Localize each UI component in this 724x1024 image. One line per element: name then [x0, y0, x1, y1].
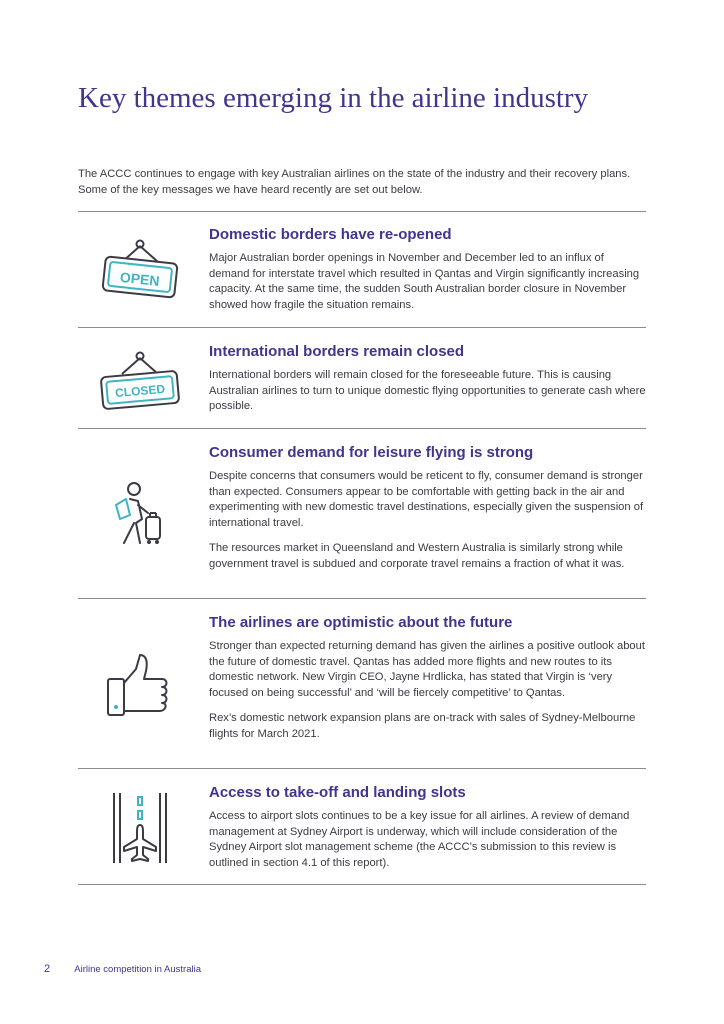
section-heading: International borders remain closed: [209, 343, 465, 360]
section-paragraph: Major Australian border openings in November and December led to an influx of demand for interstate travel which resulted in Qantas and Virgin significantly increasing capacity. At the same time, the sudden South Australian border closure in November showed how fragile the situation remains.: [209, 252, 640, 311]
open-sign-text: OPEN: [119, 268, 161, 290]
traveller-icon: [100, 479, 180, 559]
divider: [78, 428, 646, 429]
thumbs-up-icon: [100, 649, 180, 729]
section-paragraph: Rex’s domestic network expansion plans are on-track with sales of Sydney-Melbourne flights for March 2021.: [209, 712, 636, 740]
divider: [78, 768, 646, 769]
page-title: Key themes emerging in the airline industry: [78, 82, 589, 114]
divider: [78, 598, 646, 599]
section-paragraph: Stronger than expected returning demand has given the airlines a positive outlook about the future of domestic travel. Qantas has added more flights and new routes to its domestic network. New Virgin CEO, Jayne Hrdlicka, has stated that Virgin is ‘very focused on being successful’ and ‘will be fiercely competitive’ to Qantas.: [209, 640, 645, 699]
intro-paragraph: The ACCC continues to engage with key Australian airlines on the state of the industry and their recovery plans. Some of the key messages we have heard recently are set out below.: [78, 168, 631, 196]
section-paragraph: Access to airport slots continues to be a key issue for all airlines. A review of demand management at Sydney Airport is underway, which will include consideration of the Sydney Airport slot management scheme (the ACCC’s submission to this review is outlined in section 4.1 of this report).: [209, 810, 630, 869]
divider: [78, 327, 646, 328]
closed-sign-icon: [100, 348, 180, 428]
section-paragraph: Despite concerns that consumers would be reticent to fly, consumer demand is stronger than expected. Consumers appear to be comfortable with getting back in the air and experimenting with new domestic travel destinations, especially given the suspension of international travel.: [209, 470, 644, 529]
section-paragraph: International borders will remain closed for the foreseeable future. This is causing Australian airlines to turn to unique domestic flying opportunities to generate cash where possible.: [209, 369, 646, 413]
section-heading: Access to take-off and landing slots: [209, 784, 466, 801]
open-sign-icon: [100, 236, 180, 316]
section-heading: Domestic borders have re-opened: [209, 226, 452, 243]
closed-sign-text: CLOSED: [114, 381, 166, 401]
section-heading: Consumer demand for leisure flying is strong: [209, 444, 534, 461]
runway-plane-icon: [100, 789, 180, 869]
section-paragraph: The resources market in Queensland and Western Australia is similarly strong while government travel is subdued and corporate travel remains a fraction of what it was.: [209, 542, 625, 570]
footer-title: Airline competition in Australia: [74, 964, 201, 975]
divider: [78, 884, 646, 885]
section-heading: The airlines are optimistic about the future: [209, 614, 513, 631]
page-footer: [44, 963, 201, 975]
page-number: 2: [44, 963, 51, 975]
divider: [78, 211, 646, 212]
